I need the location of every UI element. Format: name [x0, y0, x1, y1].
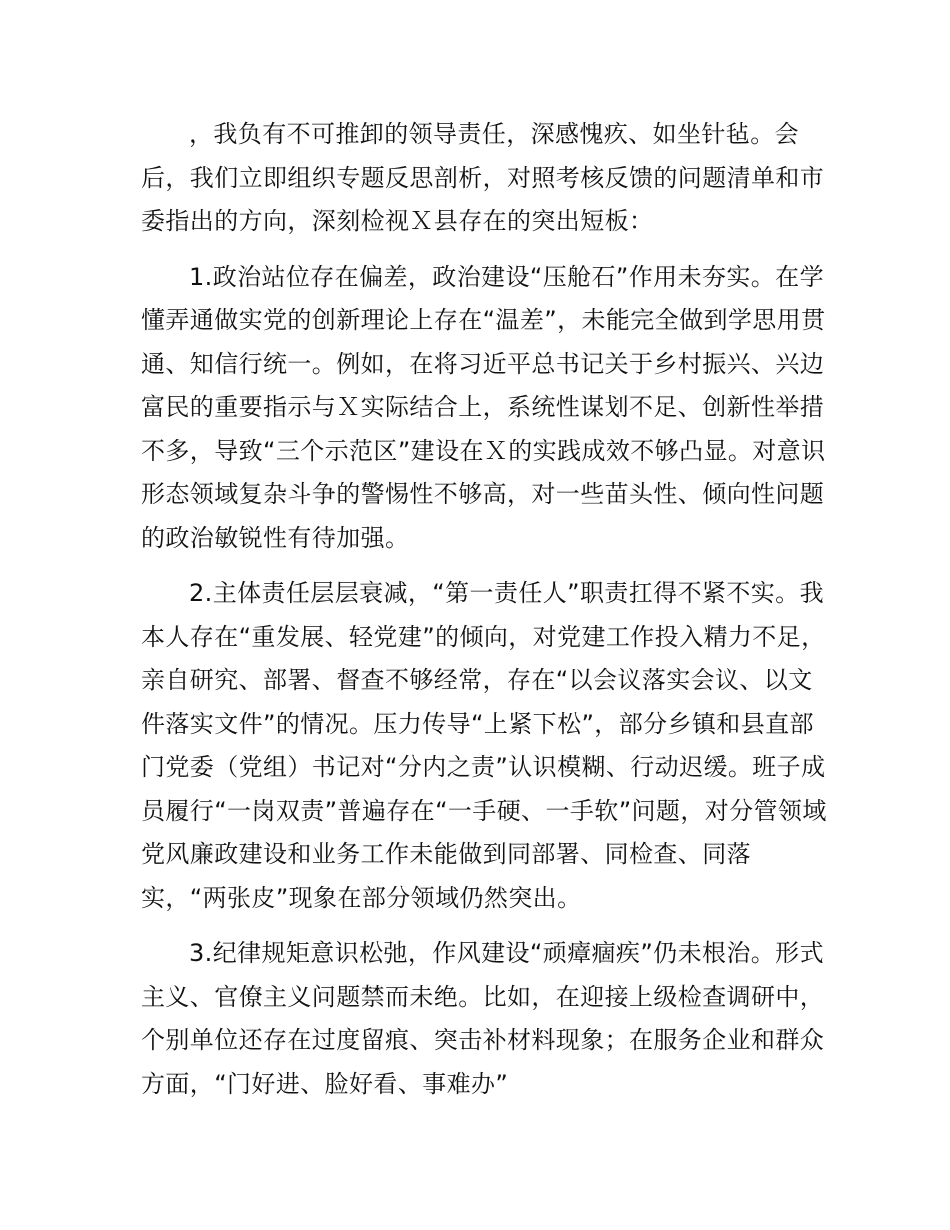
- paragraph-item-1: 1.政治站位存在偏差，政治建设“压舱石”作用未夯实。在学懂弄通做实党的创新理论上存在“温差”，未能完全做到学思用贯通、知信行统一。例如，在将习近平总书记关于乡村振兴、兴边富民的重要指示与Ｘ实际结合上，系统性谋划不足、创新性举措不多，导致“三个示范区”建设在Ｘ的实践成效不够凸显。对意识形态领域复杂斗争的警惕性不够高，对一些苗头性、倾向性问题的政治敏锐性有待加强。: [141, 262, 826, 552]
- paragraph-intro: ，我负有不可推卸的领导责任，深感愧疚、如坐针毡。会后，我们立即组织专题反思剖析，对照考核反馈的问题清单和市委指出的方向，深刻检视Ｘ县存在的突出短板：: [141, 120, 825, 235]
- paragraph-item-2: 2.主体责任层层衰减，“第一责任人”职责扛得不紧不实。我本人存在“重发展、轻党建”的倾向，对党建工作投入精力不足，亲自研究、部署、督查不够经常，存在“以会议落实会议、以文件落实文件”的情况。压力传导“上紧下松”，部分乡镇和县直部门党委（党组）书记对“分内之责”认识模糊、行动迟缓。班子成员履行“一岗双责”普遍存在“一手硬、一手软”问题，对分管领域党风廉政建设和业务工作未能做到同部署、同检查、同落实，“两张皮”现象在部分领域仍然突出。: [141, 579, 827, 912]
- document-body: [141, 113, 831, 1118]
- paragraph-item-3: 3.纪律规矩意识松弛，作风建设“顽瘴痼疾”仍未根治。形式主义、官僚主义问题禁而未绝。比如，在迎接上级检查调研中，个别单位还存在过度留痕、突击补材料现象；在服务企业和群众方面，“门好进、脸好看、事难办”: [141, 939, 825, 1098]
